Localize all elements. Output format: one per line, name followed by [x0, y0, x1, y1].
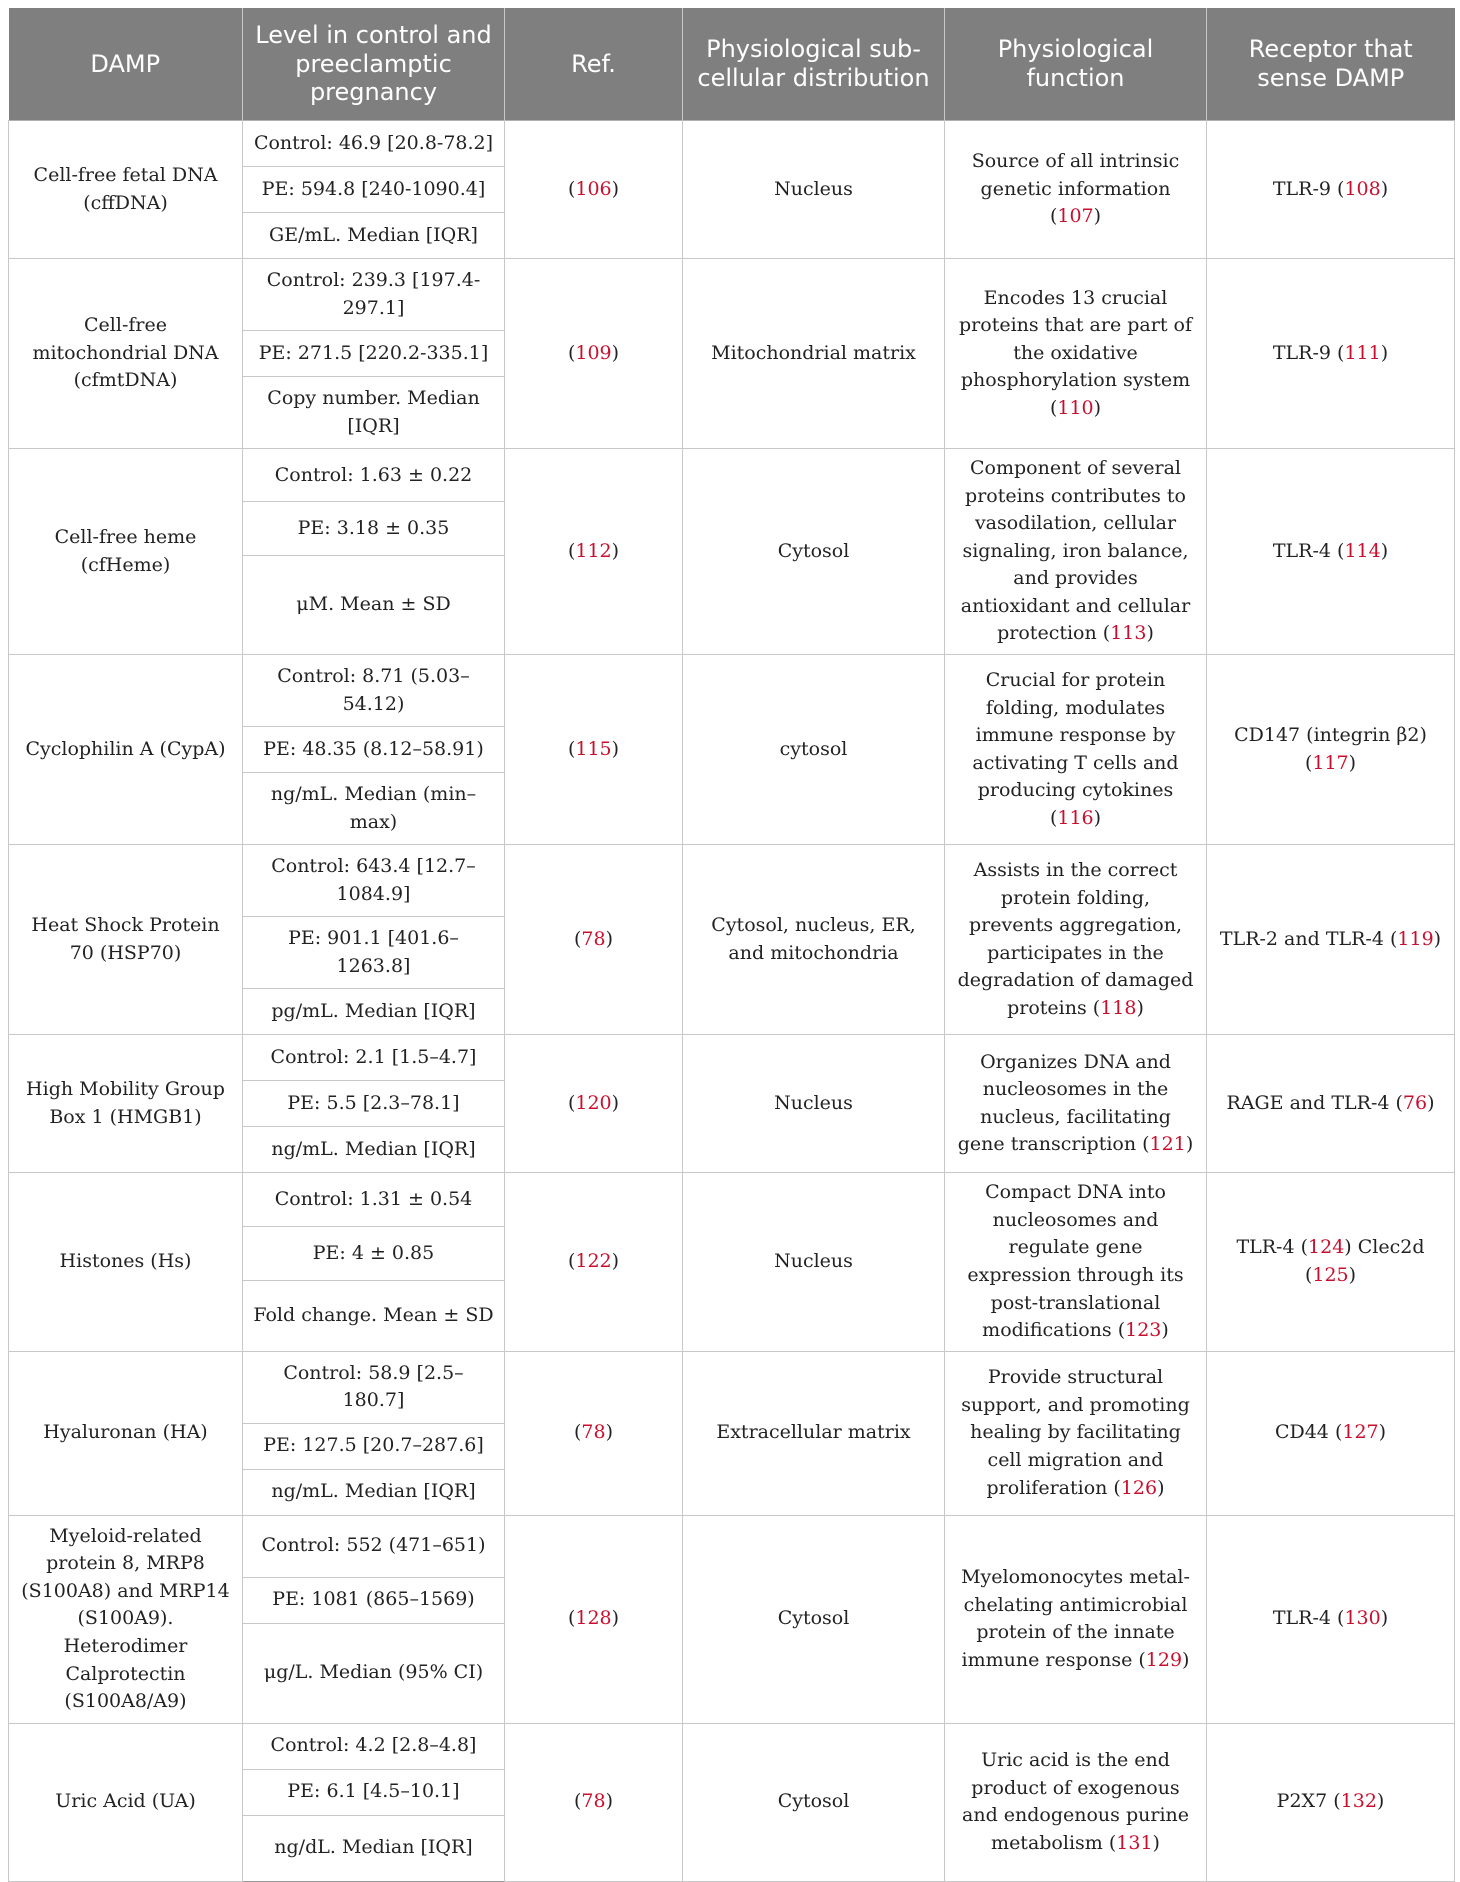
header-receptor: Receptor that sense DAMP: [1207, 8, 1455, 121]
reference-number: 112: [575, 539, 612, 562]
pe-level-cell: PE: 271.5 [220.2-335.1]: [243, 331, 505, 377]
reference-number: 122: [575, 1250, 612, 1273]
table-row: [9, 121, 1455, 167]
pe-level-cell: PE: 4 ± 0.85: [243, 1227, 505, 1281]
unit-cell: ng/dL. Median [IQR]: [243, 1815, 505, 1881]
damp-cell: [9, 449, 243, 655]
ref-cell: (128): [505, 1515, 683, 1723]
table-body: [9, 121, 1455, 1882]
function-cell: Assists in the correct protein folding, prevents aggregation, participates in the degradation of damaged proteins (118): [945, 845, 1207, 1035]
header-distribution: Physiological sub-cellular distribution: [683, 8, 945, 121]
ref-cell: (120): [505, 1035, 683, 1173]
table-row: [9, 259, 1455, 331]
receptor-cell: TLR-2 and TLR-4 (119): [1207, 845, 1455, 1035]
receptor-name: CD44: [1274, 1421, 1329, 1444]
pe-level-cell: PE: 127.5 [20.7–287.6]: [243, 1423, 505, 1469]
function-reference: 116: [1057, 806, 1094, 829]
table-row: [9, 1723, 1455, 1769]
unit-cell: Fold change. Mean ± SD: [243, 1281, 505, 1351]
damp-cell: [9, 259, 243, 449]
function-text: Assists in the correct protein folding, prevents aggregation, participates in the degradation of damaged proteins: [957, 859, 1194, 1019]
unit-cell: ng/mL. Median (min–max): [243, 773, 505, 845]
function-reference: 126: [1120, 1476, 1158, 1499]
ref-cell: (115): [505, 655, 683, 845]
receptor-name: TLR-2 and TLR-4: [1219, 928, 1384, 951]
function-text: Provide structural support, and promoting healing by facilitating cell migration and proliferation: [961, 1366, 1190, 1499]
receptor-reference-2: 125: [1312, 1264, 1349, 1287]
damp-cell: [9, 1723, 243, 1881]
function-cell: Crucial for protein folding, modulates immune response by activating T cells and producing cytokines (116): [945, 655, 1207, 845]
distribution-cell: Cytosol: [683, 1723, 945, 1881]
receptor-reference: 114: [1344, 539, 1381, 562]
control-level-cell: Control: 4.2 [2.8–4.8]: [243, 1723, 505, 1769]
damp-name: Cell-free mitochondrial DNA (cfmtDNA): [32, 314, 219, 392]
distribution-cell: cytosol: [683, 655, 945, 845]
header-row: [9, 8, 1455, 121]
function-reference: 129: [1145, 1648, 1183, 1671]
distribution-cell: Nucleus: [683, 1035, 945, 1173]
reference-number: 128: [575, 1607, 612, 1630]
header-ref: Ref.: [505, 8, 683, 121]
function-reference: 118: [1100, 996, 1137, 1019]
function-cell: Uric acid is the end product of exogenous and endogenous purine metabolism (131): [945, 1723, 1207, 1881]
receptor-reference: 108: [1344, 177, 1381, 200]
control-level-cell: Control: 643.4 [12.7–1084.9]: [243, 845, 505, 917]
damp-name: Cell-free heme (cfHeme): [54, 526, 197, 576]
function-text: Compact DNA into nucleosomes and regulate gene expression through its post-translational modifications: [967, 1181, 1184, 1342]
function-cell: Organizes DNA and nucleosomes in the nucleus, facilitating gene transcription (121): [945, 1035, 1207, 1173]
distribution-cell: Nucleus: [683, 1173, 945, 1351]
receptor-reference: 76: [1402, 1092, 1428, 1115]
function-text: Encodes 13 crucial proteins that are part of the oxidative phosphorylation system: [959, 286, 1192, 392]
function-text: Crucial for protein folding, modulates immune response by activating T cells and producing cytokines: [972, 668, 1179, 802]
function-cell: Myelomonocytes metal-chelating antimicrobial protein of the innate immune response (129): [945, 1515, 1207, 1723]
receptor-cell: TLR-4 (124) Clec2d (125): [1207, 1173, 1455, 1351]
function-reference: 113: [1110, 622, 1147, 645]
distribution-cell: Nucleus: [683, 121, 945, 259]
receptor-cell: RAGE and TLR-4 (76): [1207, 1035, 1455, 1173]
receptor-cell: P2X7 (132): [1207, 1723, 1455, 1881]
receptor-cell: CD44 (127): [1207, 1351, 1455, 1515]
function-reference: 107: [1057, 205, 1094, 228]
function-text: Myelomonocytes metal-chelating antimicrobial protein of the innate immune response: [961, 1566, 1190, 1671]
function-reference: 123: [1125, 1319, 1162, 1342]
damp-name: Hyaluronan (HA): [43, 1421, 208, 1444]
receptor-name: TLR-9: [1272, 177, 1331, 200]
function-cell: Provide structural support, and promoting healing by facilitating cell migration and proliferation (126): [945, 1351, 1207, 1515]
function-text: Component of several proteins contributes to vasodilation, cellular signaling, iron balance, and provides antioxidant and cellular protection: [960, 457, 1191, 645]
damp-cell: [9, 1173, 243, 1351]
damp-name: Cyclophilin A (CypA): [25, 737, 226, 760]
damp-cell: [9, 1515, 243, 1723]
receptor-name: P2X7: [1276, 1790, 1328, 1813]
reference-number: 78: [581, 1790, 606, 1813]
receptor-cell: CD147 (integrin β2) (117): [1207, 655, 1455, 845]
ref-cell: (106): [505, 121, 683, 259]
damp-name: Cell-free fetal DNA (cffDNA): [33, 163, 218, 214]
pe-level-cell: PE: 6.1 [4.5–10.1]: [243, 1769, 505, 1815]
receptor-reference: 119: [1397, 928, 1434, 951]
ref-cell: (109): [505, 259, 683, 449]
control-level-cell: Control: 8.71 (5.03–54.12): [243, 655, 505, 727]
distribution-cell: Cytosol: [683, 1515, 945, 1723]
table-row: [9, 655, 1455, 727]
damp-name: Heat Shock Protein 70 (HSP70): [31, 914, 220, 964]
pe-level-cell: PE: 901.1 [401.6–1263.8]: [243, 917, 505, 989]
control-level-cell: Control: 1.31 ± 0.54: [243, 1173, 505, 1227]
ref-cell: (78): [505, 845, 683, 1035]
pe-level-cell: PE: 5.5 [2.3–78.1]: [243, 1081, 505, 1127]
unit-cell: μg/L. Median (95% CI): [243, 1623, 505, 1723]
function-text: Source of all intrinsic genetic information: [971, 150, 1180, 200]
pe-level-cell: PE: 594.8 [240-1090.4]: [243, 167, 505, 213]
table-row: [9, 1515, 1455, 1577]
reference-number: 120: [575, 1092, 612, 1115]
receptor-reference: 127: [1342, 1421, 1379, 1444]
function-cell: Source of all intrinsic genetic information (107): [945, 121, 1207, 259]
function-text: Organizes DNA and nucleosomes in the nucleus, facilitating gene transcription: [957, 1050, 1171, 1156]
receptor-reference: 117: [1312, 751, 1349, 774]
damp-cell: [9, 845, 243, 1035]
receptor-name: RAGE and TLR-4: [1226, 1092, 1390, 1115]
receptor-cell: TLR-4 (130): [1207, 1515, 1455, 1723]
distribution-cell: Extracellular matrix: [683, 1351, 945, 1515]
receptor-name: TLR-4: [1272, 1607, 1331, 1630]
function-reference: 110: [1057, 396, 1094, 419]
distribution-cell: Cytosol: [683, 449, 945, 655]
ref-cell: (78): [505, 1351, 683, 1515]
function-cell: Compact DNA into nucleosomes and regulate gene expression through its post-translational modifications (123): [945, 1173, 1207, 1351]
table-row: [9, 1351, 1455, 1423]
receptor-cell: TLR-9 (108): [1207, 121, 1455, 259]
receptor-name: CD147 (integrin β2): [1234, 724, 1427, 747]
unit-cell: ng/mL. Median [IQR]: [243, 1469, 505, 1515]
receptor-name: TLR-9: [1272, 341, 1331, 364]
control-level-cell: Control: 46.9 [20.8-78.2]: [243, 121, 505, 167]
reference-number: 109: [575, 341, 612, 364]
unit-cell: μM. Mean ± SD: [243, 555, 505, 654]
reference-number: 78: [581, 1421, 606, 1444]
ref-cell: (78): [505, 1723, 683, 1881]
damp-cell: [9, 1351, 243, 1515]
damp-name: Histones (Hs): [59, 1250, 192, 1273]
header-level: Level in control and preeclamptic pregnancy: [243, 8, 505, 121]
function-text: Uric acid is the end product of exogenous and endogenous purine metabolism: [962, 1749, 1189, 1854]
distribution-cell: Cytosol, nucleus, ER, and mitochondria: [683, 845, 945, 1035]
unit-cell: GE/mL. Median [IQR]: [243, 213, 505, 259]
receptor-cell: TLR-9 (111): [1207, 259, 1455, 449]
reference-number: 78: [581, 928, 606, 951]
header-function: Physiological function: [945, 8, 1207, 121]
table-row: [9, 845, 1455, 917]
control-level-cell: Control: 2.1 [1.5–4.7]: [243, 1035, 505, 1081]
table-row: [9, 1035, 1455, 1081]
control-level-cell: Control: 552 (471–651): [243, 1515, 505, 1577]
pe-level-cell: PE: 48.35 (8.12–58.91): [243, 727, 505, 773]
receptor-reference: 124: [1308, 1236, 1345, 1259]
ref-cell: (122): [505, 1173, 683, 1351]
function-cell: Encodes 13 crucial proteins that are part of the oxidative phosphorylation system (110): [945, 259, 1207, 449]
unit-cell: pg/mL. Median [IQR]: [243, 989, 505, 1035]
distribution-cell: Mitochondrial matrix: [683, 259, 945, 449]
receptor-name-2: Clec2d: [1357, 1236, 1425, 1259]
unit-cell: ng/mL. Median [IQR]: [243, 1127, 505, 1173]
table-row: [9, 1173, 1455, 1227]
reference-number: 106: [575, 177, 612, 200]
reference-number: 115: [575, 737, 612, 760]
control-level-cell: Control: 239.3 [197.4-297.1]: [243, 259, 505, 331]
damp-name: Uric Acid (UA): [55, 1790, 196, 1813]
receptor-reference: 111: [1344, 341, 1381, 364]
unit-cell: Copy number. Median [IQR]: [243, 377, 505, 449]
function-reference: 121: [1149, 1133, 1186, 1156]
function-reference: 131: [1116, 1831, 1153, 1854]
function-cell: Component of several proteins contributes to vasodilation, cellular signaling, iron balance, and provides antioxidant and cellular protection (113): [945, 449, 1207, 655]
receptor-name: TLR-4: [1236, 1236, 1295, 1259]
table-row: [9, 449, 1455, 502]
damp-cell: [9, 1035, 243, 1173]
control-level-cell: Control: 1.63 ± 0.22: [243, 449, 505, 502]
receptor-reference: 132: [1340, 1790, 1377, 1813]
receptor-name: TLR-4: [1272, 539, 1331, 562]
damp-table: [8, 8, 1455, 1882]
ref-cell: (112): [505, 449, 683, 655]
damp-cell: [9, 121, 243, 259]
receptor-reference: 130: [1344, 1607, 1381, 1630]
damp-cell: [9, 655, 243, 845]
control-level-cell: Control: 58.9 [2.5–180.7]: [243, 1351, 505, 1423]
damp-name: Myeloid-related protein 8, MRP8 (S100A8) and MRP14 (S100A9). Heterodimer Calprotectin (S100A8/A9): [21, 1524, 230, 1713]
damp-name: High Mobility Group Box 1 (HMGB1): [26, 1078, 225, 1128]
pe-level-cell: PE: 1081 (865–1569): [243, 1577, 505, 1623]
header-damp: DAMP: [9, 8, 243, 121]
pe-level-cell: PE: 3.18 ± 0.35: [243, 502, 505, 555]
receptor-cell: TLR-4 (114): [1207, 449, 1455, 655]
